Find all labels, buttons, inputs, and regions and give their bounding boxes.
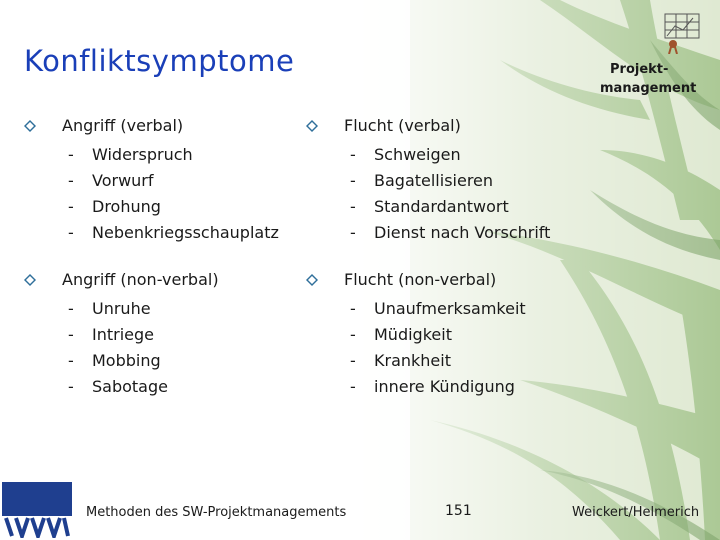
sub-list — [338, 296, 526, 400]
group-heading: Flucht (non-verbal) — [344, 270, 497, 289]
list-item: - Dienst nach Vorschrift — [350, 223, 551, 242]
list-item: - Widerspruch — [68, 145, 193, 164]
group-heading: Angriff (non-verbal) — [62, 270, 219, 289]
list-item: - Intriege — [68, 325, 154, 344]
project-management-logo-icon — [657, 10, 707, 54]
brand-line-1: Projekt- — [610, 62, 669, 77]
list-item: - Schweigen — [350, 145, 461, 164]
diamond-bullet-icon — [24, 120, 36, 132]
list-item: - Müdigkeit — [350, 325, 452, 344]
list-item: - Mobbing — [68, 351, 161, 370]
sub-list — [338, 142, 550, 246]
university-logo-icon — [2, 482, 72, 538]
list-item: - Drohung — [68, 197, 161, 216]
page-number: 151 — [445, 503, 472, 519]
list-item: - innere Kündigung — [350, 377, 515, 396]
list-item: - Standardantwort — [350, 197, 509, 216]
list-item: - Unaufmerksamkeit — [350, 299, 526, 318]
brand-label — [600, 60, 710, 98]
group-heading: Angriff (verbal) — [62, 116, 184, 135]
footer-authors: Weickert/Helmerich — [572, 505, 700, 520]
list-item: - Bagatellisieren — [350, 171, 494, 190]
list-item: - Krankheit — [350, 351, 451, 370]
diamond-bullet-icon — [306, 120, 318, 132]
list-item: - Unruhe — [68, 299, 151, 318]
sub-list — [56, 142, 279, 246]
group-heading: Flucht (verbal) — [344, 116, 461, 135]
footer-course: Methoden des SW-Projektmanagements — [86, 505, 347, 520]
diamond-bullet-icon — [24, 274, 36, 286]
diamond-bullet-icon — [306, 274, 318, 286]
list-item: - Nebenkriegsschauplatz — [68, 223, 279, 242]
list-item: - Vorwurf — [68, 171, 154, 190]
brand-line-2: management — [600, 81, 697, 96]
sub-list — [56, 296, 168, 400]
slide-title: Konfliktsymptome — [24, 44, 295, 78]
list-item: - Sabotage — [68, 377, 168, 396]
